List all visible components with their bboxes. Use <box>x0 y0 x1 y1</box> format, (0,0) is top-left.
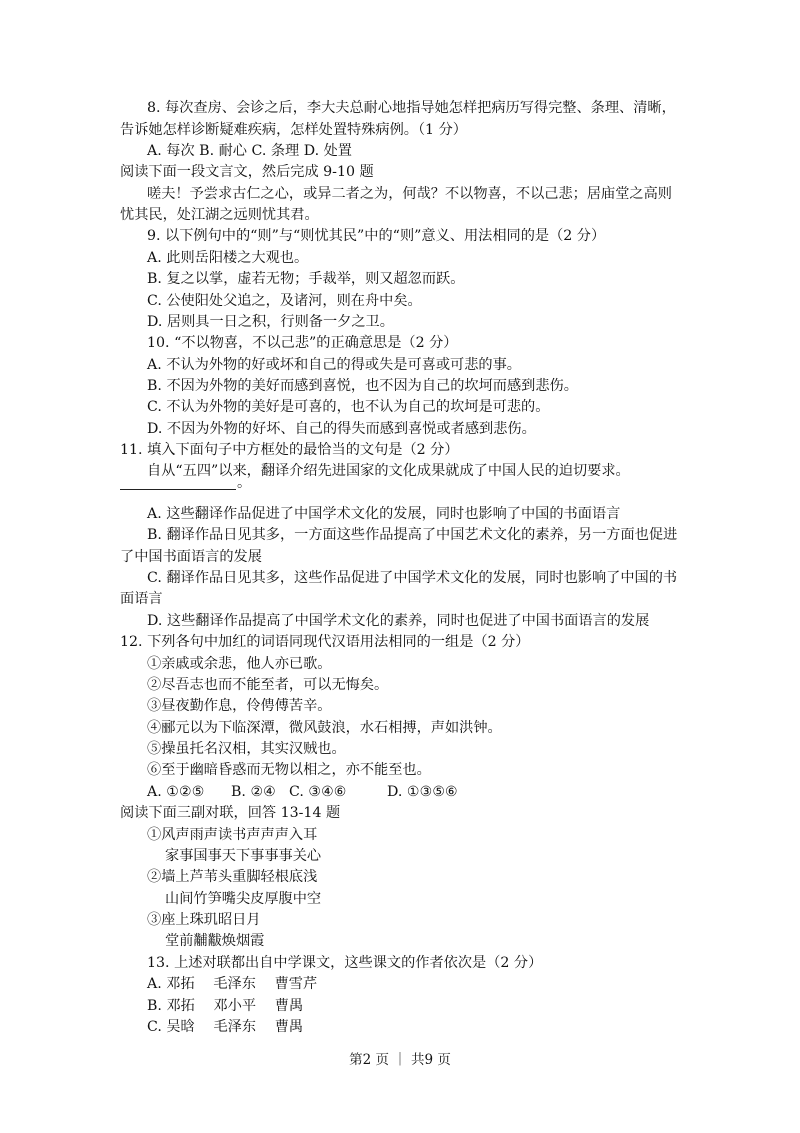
q11-option-c-line2: 面语言 <box>120 591 163 607</box>
q12-stem: 12. 下列各句中加红的词语同现代汉语用法相同的一组是（2 分） <box>120 634 530 650</box>
q10-stem: 10. “不以物喜，不以己悲”的正确意思是（2 分） <box>147 335 458 351</box>
q12-option-d: D. ①③⑤⑥ <box>387 784 458 800</box>
page-footer: 第2 页 ｜ 共9 页 <box>349 1052 451 1068</box>
q13-stem: 13. 上述对联都出自中学课文，这些课文的作者依次是（2 分） <box>147 955 543 971</box>
q11-option-a: A. 这些翻译作品促进了中国学术文化的发展，同时也影响了中国的书面语言 <box>147 506 621 522</box>
q13-option-b: B. 邓拓 邓小平 曹禺 <box>147 998 304 1014</box>
q11-option-c-line1: C. 翻译作品日见其多，这些作品促进了中国学术文化的发展，同时也影响了中国的书 <box>147 570 678 586</box>
answer-blank <box>120 489 236 490</box>
q9-stem: 9. 以下例句中的“则”与“则忧其民”中的“则”意义、用法相同的是（2 分） <box>147 228 606 244</box>
q9-option-d: D. 居则具一日之积，行则备一夕之卫。 <box>147 314 394 330</box>
q12-item-1: ①亲戚或余悲，他人亦已歌。 <box>147 656 332 672</box>
couplet-3-lower: 堂前黼黻焕烟霞 <box>165 933 265 949</box>
q12-options <box>147 782 458 802</box>
q12-option-c: C. ③④⑥ <box>289 784 347 800</box>
section-13-14-intro: 阅读下面三副对联，回答 13-14 题 <box>120 805 341 821</box>
q11-option-b-line2: 了中国书面语言的发展 <box>120 549 262 565</box>
q10-option-b: B. 不因为外物的美好而感到喜悦，也不因为自己的坎坷而感到悲伤。 <box>147 378 578 394</box>
passage-line1: 嗟夫！予尝求古仁之心，或异二者之为，何哉？不以物喜，不以己悲；居庙堂之高则 <box>147 186 672 202</box>
q10-option-c: C. 不认为外物的美好是可喜的，也不认为自己的坎坷是可悲的。 <box>147 399 550 415</box>
blank-period: 。 <box>237 475 252 491</box>
q12-item-3: ③昼夜勤作息，伶俜傅苦辛。 <box>147 698 332 714</box>
q13-option-c: C. 吴晗 毛泽东 曹禺 <box>147 1019 304 1035</box>
q12-item-5: ⑤操虽托名汉相，其实汉贼也。 <box>147 741 346 757</box>
couplet-1-upper: ①风声雨声读书声声声入耳 <box>147 827 318 843</box>
q11-option-d: D. 这些翻译作品提高了中国学术文化的素养，同时也促进了中国书面语言的发展 <box>147 613 650 629</box>
q8-options: A. 每次 B. 耐心 C. 条理 D. 处置 <box>147 143 352 159</box>
q8-line2: 告诉她怎样诊断疑难疾病，怎样处置特殊病例。（1 分） <box>120 122 467 138</box>
q10-option-a: A. 不认为外物的好或坏和自己的得或失是可喜或可悲的事。 <box>147 357 521 373</box>
couplet-3-upper: ③座上珠玑昭日月 <box>147 912 261 928</box>
q11-option-b-line1: B. 翻译作品日见其多，一方面这些作品提高了中国艺术文化的素养，另一方面也促进 <box>147 527 678 543</box>
q12-item-6: ⑥至于幽暗昏惑而无物以相之，亦不能至也。 <box>147 762 431 778</box>
q12-item-4: ④郦元以为下临深潭，微风鼓浪，水石相搏，声如洪钟。 <box>147 720 502 736</box>
couplet-1-lower: 家事国事天下事事事关心 <box>165 848 322 864</box>
q9-option-c: C. 公使阳处父追之，及诸河，则在舟中矣。 <box>147 293 422 309</box>
q10-option-d: D. 不因为外物的好坏、自己的得失而感到喜悦或者感到悲伤。 <box>147 421 536 437</box>
couplet-2-lower: 山间竹笋嘴尖皮厚腹中空 <box>165 891 322 907</box>
q12-option-a: A. ①②⑤ <box>147 784 205 800</box>
q9-option-a: A. 此则岳阳楼之大观也。 <box>147 250 309 266</box>
q9-option-b: B. 复之以掌，虚若无物；手裁举，则又超忽而跃。 <box>147 271 465 287</box>
section-9-10-intro: 阅读下面一段文言文，然后完成 9-10 题 <box>120 164 374 180</box>
q11-stem: 11. 填入下面句子中方框处的最恰当的文句是（2 分） <box>120 442 459 458</box>
q13-option-a: A. 邓拓 毛泽东 曹雪芹 <box>147 976 318 992</box>
couplet-2-upper: ②墙上芦苇头重脚轻根底浅 <box>147 869 318 885</box>
q8-line1: 8. 每次查房、会诊之后，李大夫总耐心地指导她怎样把病历写得完整、条理、清晰， <box>147 100 676 116</box>
q12-option-b: B. ②④ <box>231 784 276 800</box>
q12-item-2: ②尽吾志也而不能至者，可以无悔矣。 <box>147 677 389 693</box>
q11-sentence: 自从“五四”以来，翻译介绍先进国家的文化成果就成了中国人民的迫切要求。 <box>147 463 630 479</box>
passage-line2: 忧其民，处江湖之远则忧其君。 <box>120 207 319 223</box>
